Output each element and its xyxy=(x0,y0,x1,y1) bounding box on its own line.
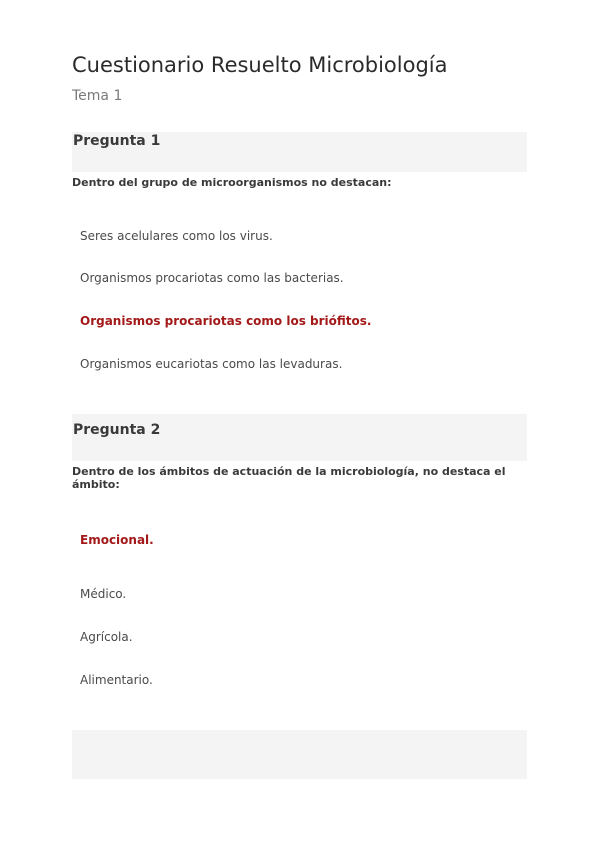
question-1-label: Pregunta 1 xyxy=(73,133,161,149)
question-1-option-4[interactable]: Organismos eucariotas como las levaduras. xyxy=(80,357,343,371)
question-2-option-3[interactable]: Agrícola. xyxy=(80,630,133,644)
question-2-label: Pregunta 2 xyxy=(73,422,161,438)
question-1-text: Dentro del grupo de microorganismos no destacan: xyxy=(72,176,392,189)
question-2-option-2[interactable]: Médico. xyxy=(80,587,127,601)
document-title: Cuestionario Resuelto Microbiología xyxy=(72,53,448,77)
question-1-option-3-correct[interactable]: Organismos procariotas como los briófitos. xyxy=(80,314,372,328)
question-2-header xyxy=(72,414,527,461)
question-1-option-1[interactable]: Seres acelulares como los virus. xyxy=(80,229,273,243)
question-1-header xyxy=(72,132,527,172)
question-2-option-1-correct[interactable]: Emocional. xyxy=(80,533,154,547)
question-1-option-2[interactable]: Organismos procariotas como las bacterias. xyxy=(80,271,344,285)
question-2-text: Dentro de los ámbitos de actuación de la microbiología, no destaca el ámbito: xyxy=(72,465,506,491)
document-subtitle: Tema 1 xyxy=(72,88,123,104)
next-question-header xyxy=(72,730,527,779)
question-2-option-4[interactable]: Alimentario. xyxy=(80,673,153,687)
